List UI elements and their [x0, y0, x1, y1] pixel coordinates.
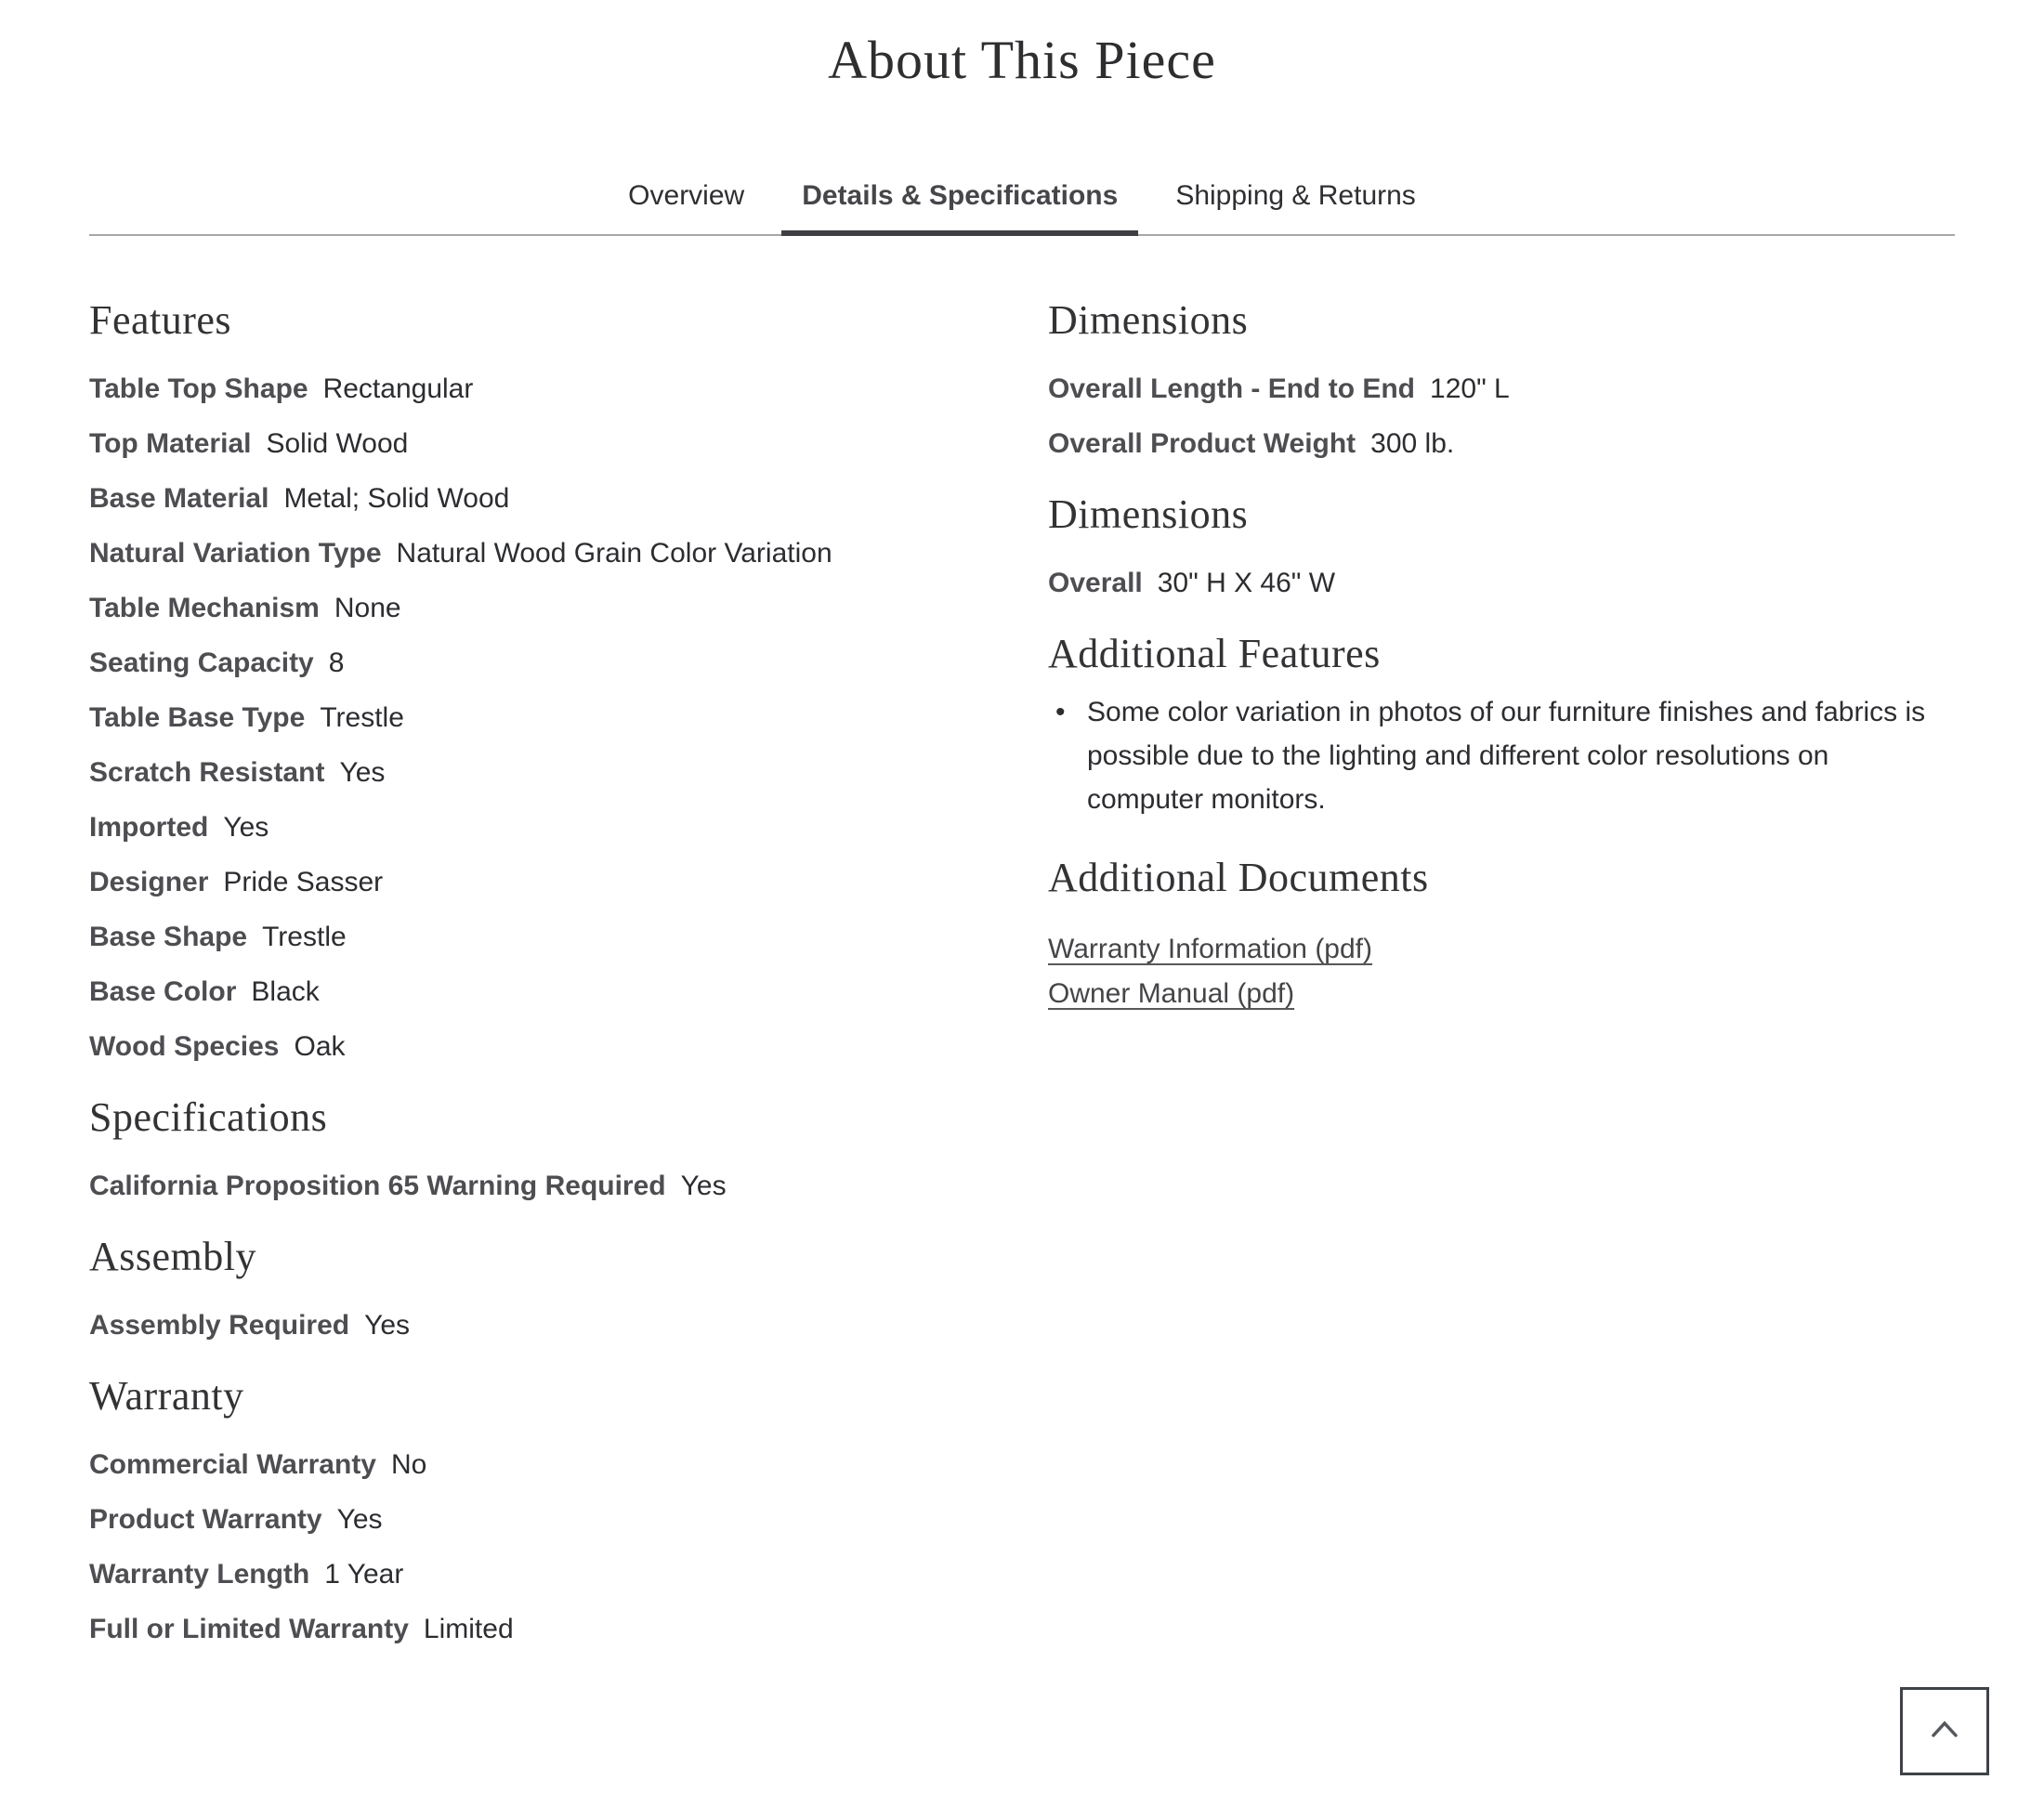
spec-label: Base Color	[89, 976, 237, 1007]
spec-value: Yes	[223, 812, 269, 843]
additional-features-heading: Additional Features	[1048, 631, 1381, 676]
spec-label: Assembly Required	[89, 1310, 350, 1341]
table-row	[1048, 375, 1955, 403]
spec-label: Top Material	[89, 428, 252, 459]
spec-label: Commercial Warranty	[89, 1449, 376, 1480]
table-row	[89, 1616, 1048, 1643]
tab-bar	[89, 182, 1955, 236]
table-row	[89, 595, 1048, 622]
features-section	[89, 297, 1048, 1061]
spec-label: Overall Length - End to End	[1048, 373, 1416, 404]
spec-label: Base Shape	[89, 922, 248, 952]
spec-label: Wood Species	[89, 1031, 280, 1062]
table-row	[89, 430, 1048, 458]
spec-label: Overall	[1048, 568, 1143, 598]
tab-details-specifications-label: Details & Specifications	[802, 180, 1119, 211]
spec-label: Full or Limited Warranty	[89, 1614, 409, 1644]
list-item	[1048, 690, 1940, 821]
table-row	[1048, 569, 1955, 597]
table-row	[89, 923, 1048, 951]
dimensions-section-1	[1048, 297, 1955, 458]
warranty-information-link[interactable]: Warranty Information (pdf)	[1048, 934, 1372, 964]
spec-label: California Proposition 65 Warning Required	[89, 1171, 666, 1201]
spec-label: Designer	[89, 867, 209, 897]
right-column	[1048, 297, 1955, 1670]
spec-value: 300 lb.	[1370, 428, 1455, 459]
spec-value: No	[391, 1449, 427, 1480]
additional-documents-section	[1048, 855, 1955, 1016]
page-title: About This Piece	[828, 30, 1216, 90]
spec-label: Table Top Shape	[89, 373, 308, 404]
spec-value: 120" L	[1430, 373, 1510, 404]
spec-label: Overall Product Weight	[1048, 428, 1356, 459]
chevron-up-icon	[1930, 1720, 1959, 1743]
dimensions-section-2	[1048, 491, 1955, 597]
spec-value: 30" H X 46" W	[1157, 568, 1336, 598]
content-columns	[89, 297, 1955, 1670]
spec-label: Table Mechanism	[89, 593, 320, 623]
spec-value: Yes	[680, 1171, 727, 1201]
table-row	[89, 869, 1048, 896]
additional-features-section	[1048, 631, 1955, 821]
spec-value: Black	[251, 976, 320, 1007]
spec-value: Metal; Solid Wood	[283, 483, 510, 514]
table-row	[89, 375, 1048, 403]
spec-value: Limited	[423, 1614, 514, 1644]
spec-value: Solid Wood	[266, 428, 409, 459]
active-tab-underline	[781, 230, 1138, 236]
dimensions-heading: Dimensions	[1048, 297, 1249, 343]
spec-label: Seating Capacity	[89, 648, 314, 678]
spec-value: 8	[328, 648, 345, 678]
table-row	[89, 1033, 1048, 1061]
table-row	[89, 649, 1048, 677]
bullet-marker: •	[1055, 697, 1066, 727]
spec-value: Trestle	[320, 702, 404, 733]
table-row	[89, 1506, 1048, 1534]
spec-value: Yes	[339, 757, 386, 788]
warranty-section	[89, 1373, 1048, 1643]
spec-label: Warranty Length	[89, 1559, 310, 1590]
warranty-heading: Warranty	[89, 1373, 244, 1419]
left-column	[89, 297, 1048, 1670]
spec-label: Product Warranty	[89, 1504, 322, 1535]
specifications-section	[89, 1094, 1048, 1200]
assembly-heading: Assembly	[89, 1234, 256, 1279]
scroll-to-top-button[interactable]	[1900, 1687, 1989, 1775]
assembly-section	[89, 1234, 1048, 1340]
specifications-heading: Specifications	[89, 1094, 328, 1140]
spec-value: Yes	[336, 1504, 383, 1535]
spec-value: Trestle	[262, 922, 347, 952]
table-row	[89, 1451, 1048, 1479]
tab-details-specifications[interactable]	[781, 182, 1138, 234]
spec-value: Pride Sasser	[223, 867, 384, 897]
owner-manual-link[interactable]: Owner Manual (pdf)	[1048, 978, 1295, 1009]
table-row	[89, 704, 1048, 732]
spec-label: Table Base Type	[89, 702, 306, 733]
table-row	[89, 1561, 1048, 1589]
features-heading: Features	[89, 297, 232, 343]
bullet-text: Some color variation in photos of our furniture finishes and fabrics is possible due to the lighting and different color resolutions on computer monitors.	[1087, 697, 1926, 815]
spec-value: None	[334, 593, 401, 623]
tab-overview[interactable]: Overview	[628, 180, 745, 211]
table-row	[1048, 430, 1955, 458]
table-row	[89, 814, 1048, 842]
table-row	[89, 978, 1048, 1006]
table-row	[89, 1172, 1048, 1200]
tab-shipping-returns[interactable]: Shipping & Returns	[1175, 180, 1416, 211]
spec-label: Scratch Resistant	[89, 757, 325, 788]
additional-features-list	[1048, 690, 1955, 821]
dimensions-heading: Dimensions	[1048, 491, 1249, 537]
spec-value: Rectangular	[322, 373, 474, 404]
spec-label: Imported	[89, 812, 209, 843]
spec-value: Oak	[294, 1031, 346, 1062]
spec-value: Yes	[364, 1310, 411, 1341]
table-row	[89, 1312, 1048, 1340]
table-row	[89, 485, 1048, 513]
spec-value: 1 Year	[324, 1559, 404, 1590]
additional-documents-heading: Additional Documents	[1048, 855, 1429, 900]
table-row	[89, 540, 1048, 568]
spec-label: Natural Variation Type	[89, 538, 382, 569]
spec-label: Base Material	[89, 483, 269, 514]
spec-value: Natural Wood Grain Color Variation	[396, 538, 832, 569]
table-row	[89, 759, 1048, 787]
